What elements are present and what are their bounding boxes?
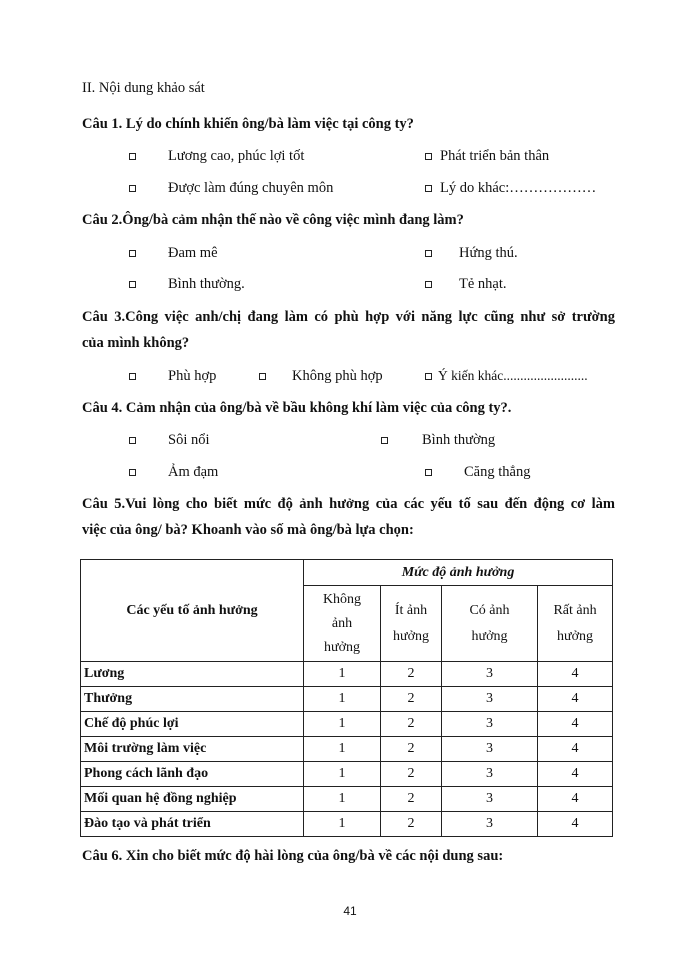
factor-label: Mối quan hệ đồng nghiệp [81,787,304,812]
rating-option[interactable]: 2 [381,662,442,687]
question-4-title: Câu 4. Cảm nhận của ông/bà về bầu không khí làm việc của công ty?. [82,400,512,416]
factor-label: Thưởng [81,687,304,712]
rating-option[interactable]: 2 [381,787,442,812]
level-text: ảnh [331,615,353,631]
rating-option[interactable]: 3 [442,662,538,687]
rating-option[interactable]: 4 [538,662,613,687]
rating-option[interactable]: 4 [538,687,613,712]
rating-option[interactable]: 3 [442,762,538,787]
rating-option[interactable]: 2 [381,687,442,712]
page-number: 41 [343,904,357,918]
level-header-high [538,586,613,662]
rating-option[interactable]: 4 [538,712,613,737]
option-label: Đam mê [168,245,218,261]
rating-option[interactable]: 1 [304,737,381,762]
level-text: Rất ảnh [553,602,597,618]
rating-option[interactable]: 1 [304,712,381,737]
question-5-line1: Câu 5.Vui lòng cho biết mức độ ảnh hưởng của các yếu tố sau đến động cơ làm [82,496,615,512]
question-3-line1: Câu 3.Công việc anh/chị đang làm có phù hợp với năng lực cũng như sở trường [82,309,615,325]
checkbox[interactable] [425,373,432,380]
checkbox[interactable] [425,185,432,192]
table-row [81,812,613,837]
level-header-some [442,586,538,662]
checkbox[interactable] [425,153,432,160]
option-label: Lý do khác:……………… [440,180,597,196]
influence-table [80,559,613,837]
question-2-title: Câu 2.Ông/bà cảm nhận thế nào về công việc mình đang làm? [82,212,464,228]
rating-option[interactable]: 4 [538,787,613,812]
table-row [81,787,613,812]
table-row [81,762,613,787]
rating-option[interactable]: 1 [304,662,381,687]
table-row [81,712,613,737]
checkbox[interactable] [129,250,136,257]
checkbox[interactable] [129,281,136,288]
rating-option[interactable]: 4 [538,812,613,837]
checkbox[interactable] [381,437,388,444]
rating-option[interactable]: 3 [442,712,538,737]
table-row [81,662,613,687]
factor-header: Các yếu tố ảnh hưởng [81,560,304,662]
option-label: Không phù hợp [292,368,383,384]
level-text: hưởng [324,639,360,655]
option-label: Được làm đúng chuyên môn [168,180,334,196]
checkbox[interactable] [129,469,136,476]
rating-option[interactable]: 3 [442,787,538,812]
checkbox[interactable] [259,373,266,380]
rating-option[interactable]: 1 [304,787,381,812]
level-header-none [304,586,381,662]
rating-option[interactable]: 2 [381,762,442,787]
option-label: Bình thường [422,432,496,448]
option-label: Tẻ nhạt. [459,276,507,292]
level-header: Mức độ ảnh hưởng [304,560,613,586]
rating-option[interactable]: 1 [304,762,381,787]
option-label: Phù hợp [168,368,217,384]
level-text: Có ảnh [469,602,510,618]
option-label: Sôi nổi [168,432,210,448]
level-text: Không [322,591,362,607]
option-label: Ý kiến khác......................... [438,368,588,383]
rating-option[interactable]: 2 [381,737,442,762]
level-header-low [381,586,442,662]
section-title: II. Nội dung khảo sát [82,80,205,96]
factor-label: Môi trường làm việc [81,737,304,762]
checkbox[interactable] [425,469,432,476]
factor-label: Phong cách lãnh đạo [81,762,304,787]
option-label: Lương cao, phúc lợi tốt [168,148,305,164]
rating-option[interactable]: 1 [304,687,381,712]
rating-option[interactable]: 3 [442,812,538,837]
checkbox[interactable] [425,250,432,257]
checkbox[interactable] [129,185,136,192]
rating-option[interactable]: 1 [304,812,381,837]
level-text: hưởng [557,628,594,644]
rating-option[interactable]: 4 [538,762,613,787]
option-label: Phát triển bản thân [440,148,550,164]
option-label: Ảm đạm [168,464,219,480]
rating-option[interactable]: 3 [442,687,538,712]
rating-option[interactable]: 2 [381,812,442,837]
table-row [81,687,613,712]
checkbox[interactable] [129,437,136,444]
checkbox[interactable] [425,281,432,288]
checkbox[interactable] [129,373,136,380]
option-label: Hứng thú. [459,245,518,261]
rating-option[interactable]: 2 [381,712,442,737]
question-3-line2: của mình không? [82,335,190,351]
rating-option[interactable]: 3 [442,737,538,762]
option-label: Căng thẳng [464,464,531,480]
factor-label: Chế độ phúc lợi [81,712,304,737]
level-text: Ít ảnh [394,602,428,618]
checkbox[interactable] [129,153,136,160]
level-text: hưởng [393,628,429,644]
question-1-title: Câu 1. Lý do chính khiến ông/bà làm việc tại công ty? [82,116,414,132]
question-6-title: Câu 6. Xin cho biết mức độ hài lòng của ông/bà về các nội dung sau: [82,848,504,864]
rating-option[interactable]: 4 [538,737,613,762]
table-row [81,737,613,762]
level-text: hưởng [471,628,508,644]
factor-label: Lương [81,662,304,687]
option-label: Bình thường. [168,276,245,292]
question-5-line2: việc của ông/ bà? Khoanh vào số mà ông/bà lựa chọn: [82,522,414,538]
factor-label: Đào tạo và phát triển [81,812,304,837]
